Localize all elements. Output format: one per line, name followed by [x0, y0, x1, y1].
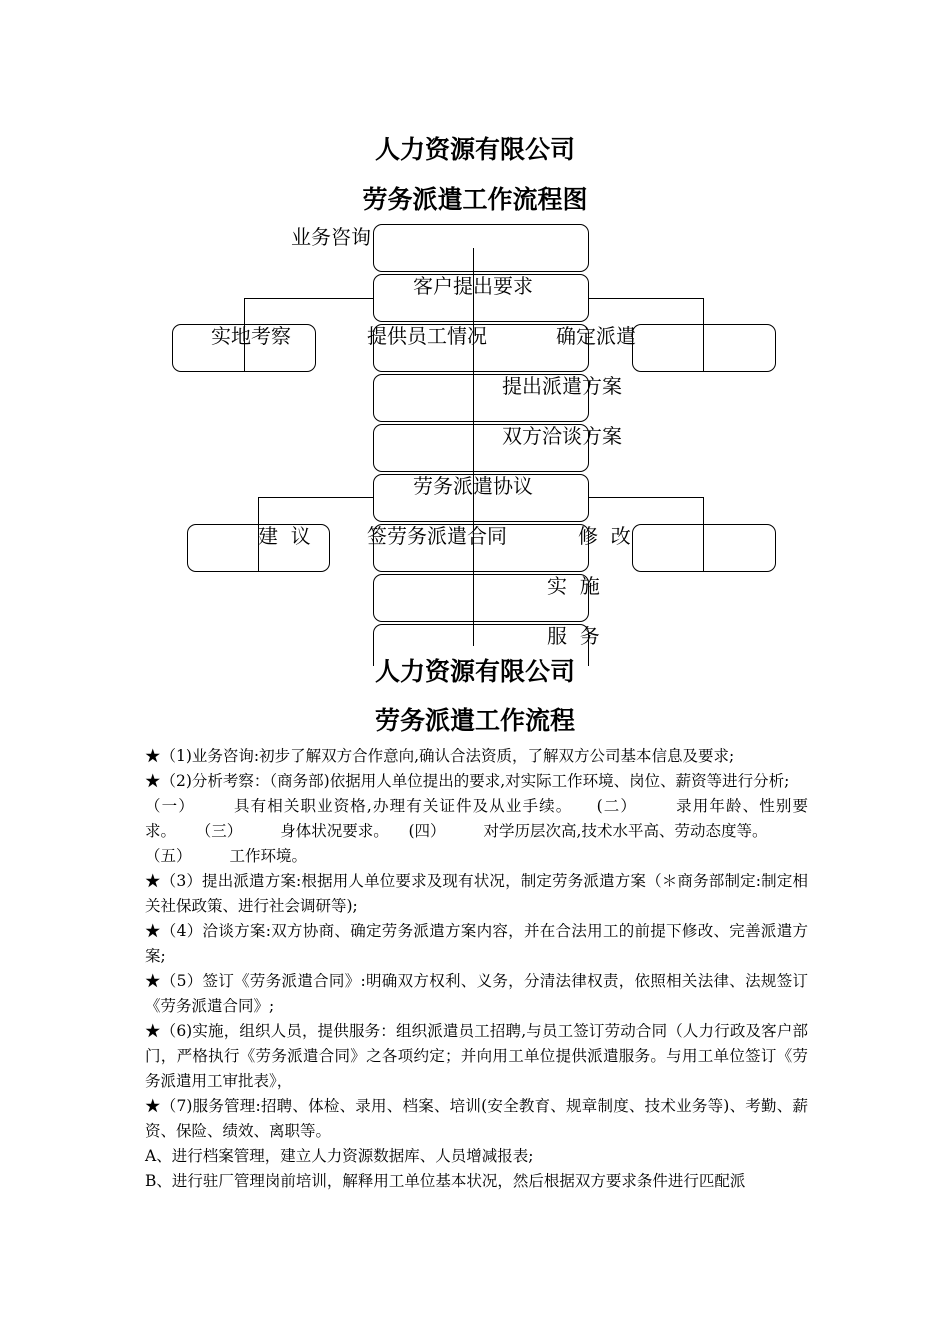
req-3-num: （三） [195, 822, 243, 840]
flow-label-plan: 提出派遣方案 [502, 374, 622, 398]
step-4: ★（4）洽谈方案:双方协商、确定劳务派遣方案内容，并在合法用工的前提下修改、完善派遣方案; [145, 922, 808, 965]
req-4-text: 对学历层次高,技术水平高、劳动态度等。 [483, 822, 768, 840]
section-title-process: 劳务派遣工作流程 [374, 706, 575, 735]
flow-box-confirm [632, 324, 776, 372]
step-7: ★（7)服务管理:招聘、体检、录用、档案、培训(安全教育、规章制度、技术业务等)、考勤、薪资、保险、绩效、离职等。 [145, 1097, 808, 1140]
step-7-b: B、进行驻厂管理岗前培训，解释用工单位基本状况，然后根据双方要求条件进行匹配派 [145, 1172, 746, 1190]
req-4-num: (四） [408, 822, 446, 840]
flow-label-request: 客户提出要求 [413, 274, 533, 298]
process-steps [145, 744, 808, 1194]
section-title-company: 人力资源有限公司 [374, 657, 575, 686]
flow-label-consult: 业务咨询 [291, 225, 371, 249]
flow-branch-line-right-1-drop [703, 298, 704, 372]
step-3: ★（3）提出派遣方案:根据用人单位要求及现有状况，制定劳务派遣方案（＊商务部制定:制定相关社保政策、进行社会调研等); [145, 872, 808, 915]
flow-box-consult [373, 224, 589, 272]
flow-label-service: 服 务 [547, 624, 600, 648]
flow-branch-line-right-2-drop [703, 497, 704, 572]
flow-label-staff: 提供员工情况 [367, 324, 487, 348]
flowchart-title: 劳务派遣工作流程图 [362, 185, 588, 214]
step-5: ★（5）签订《劳务派遣合同》:明确双方权利、义务，分清法律权责，依照相关法律、法规签订《劳务派遣合同》; [145, 972, 808, 1015]
req-2-text: 录用年龄、性别要求。 [145, 797, 808, 840]
flow-spine-line [473, 248, 474, 646]
step-2: ★（2)分析考察：（商务部)依据用人单位提出的要求,对实际工作环境、岗位、薪资等进行分析; [145, 772, 790, 790]
req-5-num: （五） [145, 847, 192, 865]
flow-label-suggest: 建 议 [258, 524, 311, 548]
flow-label-confirm: 确定派遣 [556, 324, 636, 348]
flow-label-modify: 修 改 [578, 524, 631, 548]
step-2-requirements [145, 794, 808, 869]
flow-box-modify [632, 524, 776, 572]
req-1-num: （一） [145, 797, 195, 815]
flow-label-implement: 实 施 [547, 574, 600, 598]
flow-branch-line-left-2 [258, 497, 373, 498]
req-2-num: (二） [596, 797, 637, 815]
req-5-text: 工作环境。 [229, 847, 308, 865]
step-1: ★（1)业务咨询:初步了解双方合作意向,确认合法资质，了解双方公司基本信息及要求; [145, 747, 735, 765]
flow-label-negotiate: 双方洽谈方案 [502, 424, 622, 448]
flow-branch-line-right-2 [589, 497, 704, 498]
req-3-text: 身体状况要求。 [280, 822, 389, 840]
step-7-a: A、进行档案管理，建立人力资源数据库、人员增减报表; [145, 1147, 534, 1165]
req-1-text: 具有相关职业资格,办理有关证件及从业手续。 [232, 797, 573, 815]
flow-branch-line-right-1 [589, 298, 704, 299]
flow-label-contract: 签劳务派遣合同 [367, 524, 507, 548]
step-6: ★（6)实施，组织人员，提供服务：组织派遣员工招聘,与员工签订劳动合同（人力行政及客户部门，严格执行《劳务派遣合同》之各项约定；并向用工单位提供派遣服务。与用工单位签订《劳务派遣用工审批表》， [145, 1022, 808, 1090]
document-title: 人力资源有限公司 [374, 135, 575, 164]
flow-branch-line-left-1 [244, 298, 373, 299]
flow-label-site: 实地考察 [211, 324, 291, 348]
flow-label-agreement: 劳务派遣协议 [413, 474, 533, 498]
